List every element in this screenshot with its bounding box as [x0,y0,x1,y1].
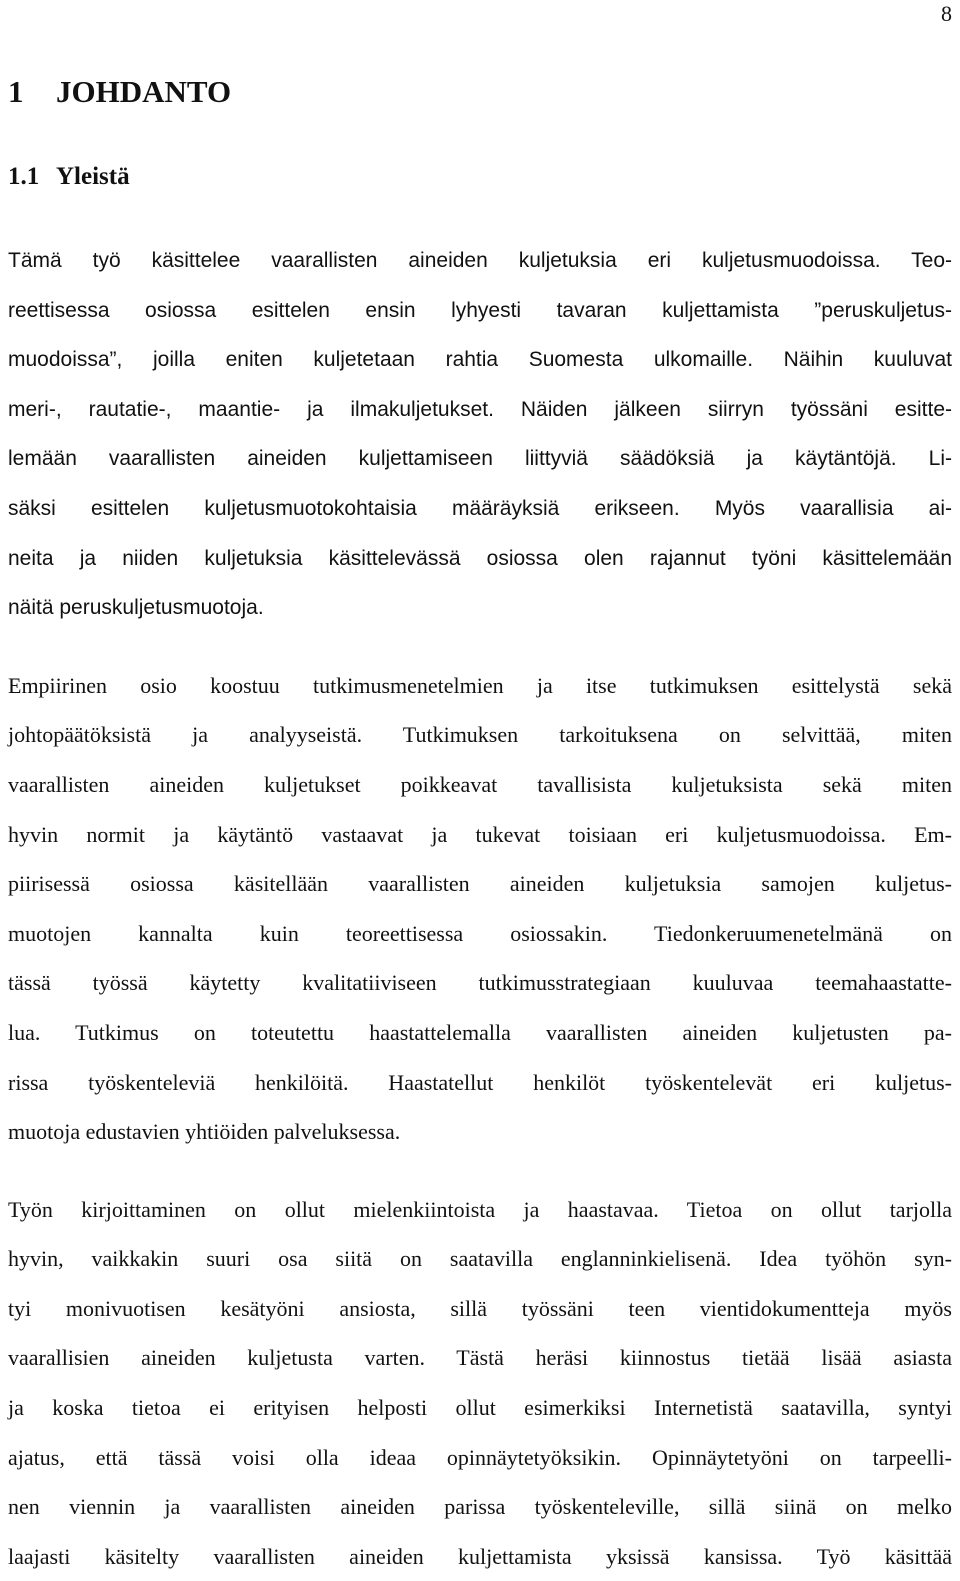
section-heading [8,158,952,196]
paragraph-line: piirisessä osiossa käsitellään vaarallisten aineiden kuljetuksia samojen kuljetus- [8,871,952,897]
paragraph-line: neita ja niiden kuljetuksia käsittelevässä osiossa olen rajannut työni käsittelemään [8,546,952,570]
paragraph-line: hyvin normit ja käytäntö vastaavat ja tukevat toisiaan eri kuljetusmuodoissa. Em- [8,821,952,847]
paragraph-line: lua. Tutkimus on toteutettu haastattelemalla vaarallisten aineiden kuljetusten pa- [8,1019,952,1045]
chapter-number: 1 [8,74,24,109]
paragraph-line: johtopäätöksistä ja analyyseistä. Tutkimuksen tarkoituksena on selvittää, miten [8,722,952,748]
paragraph-line: muotoja edustavien yhtiöiden palveluksessa. [8,1119,401,1145]
paragraph-1 [8,236,952,633]
paragraph-line: laajasti käsitelty vaarallisten aineiden kuljettamista yksissä kansissa. Työ käsittää [8,1543,952,1569]
paragraph-line: säksi esittelen kuljetusmuotokohtaisia määräyksiä erikseen. Myös vaarallisia ai- [8,496,952,520]
paragraph-line: nen viennin ja vaarallisten aineiden parissa työskenteleville, sillä siinä on melko [8,1494,952,1520]
paragraph-line: meri-, rautatie-, maantie- ja ilmakuljetukset. Näiden jälkeen siirryn työssäni esitte- [8,397,952,421]
paragraph-line: vaarallisten aineiden kuljetukset poikkeavat tavallisista kuljetuksista sekä miten [8,771,952,797]
paragraph-line: muodoissa”, joilla eniten kuljetetaan rahtia Suomesta ulkomaille. Näihin kuuluvat [8,348,952,372]
chapter-title: JOHDANTO [56,74,232,109]
paragraph-line: vaarallisien aineiden kuljetusta varten. Tästä heräsi kiinnostus tietää lisää asiasta [8,1345,952,1371]
chapter-heading [8,70,952,114]
paragraph-line: ajatus, että tässä voisi olla ideaa opinnäytetyöksikin. Opinnäytetyöni on tarpeelli- [8,1444,952,1470]
paragraph-line: muotojen kannalta kuin teoreettisessa osiossakin. Tiedonkeruumenetelmänä on [8,920,952,946]
paragraph-line: lemään vaarallisten aineiden kuljettamiseen liittyviä säädöksiä ja käytäntöjä. Li- [8,447,952,471]
paragraph-line: näitä peruskuljetusmuotoja. [8,596,264,620]
section-number: 1.1 [8,163,40,190]
paragraph-line: Empiirinen osio koostuu tutkimusmenetelmien ja itse tutkimuksen esittelystä sekä [8,672,952,698]
paragraph-line: hyvin, vaikkakin suuri osa siitä on saatavilla englanninkielisenä. Idea työhön syn- [8,1246,952,1272]
paragraph-line: Tämä työ käsittelee vaarallisten aineiden kuljetuksia eri kuljetusmuodoissa. Teo- [8,249,952,272]
paragraph-line: reettisessa osiossa esittelen ensin lyhyesti tavaran kuljettamista ”peruskuljetus- [8,298,952,322]
page-number: 8 [941,1,952,26]
paragraph-line: rissa työskenteleviä henkilöitä. Haastatellut henkilöt työskentelevät eri kuljetus- [8,1069,952,1095]
paragraph-line: tyi monivuotisen kesätyöni ansiosta, sillä työssäni teen vientidokumentteja myös [8,1295,952,1321]
paragraph-line: ja koska tietoa ei erityisen helposti ollut esimerkiksi Internetistä saatavilla, syntyi [8,1395,952,1421]
paragraph-2 [8,661,952,1157]
section-title: Yleistä [56,163,130,190]
paragraph-line: tässä työssä käytetty kvalitatiiviseen tutkimusstrategiaan kuuluvaa teemahaastatte- [8,970,952,996]
paragraph-line: Työn kirjoittaminen on ollut mielenkiintoista ja haastavaa. Tietoa on ollut tarjolla [8,1196,952,1222]
paragraph-3 [8,1185,952,1581]
document-body [8,70,952,1581]
